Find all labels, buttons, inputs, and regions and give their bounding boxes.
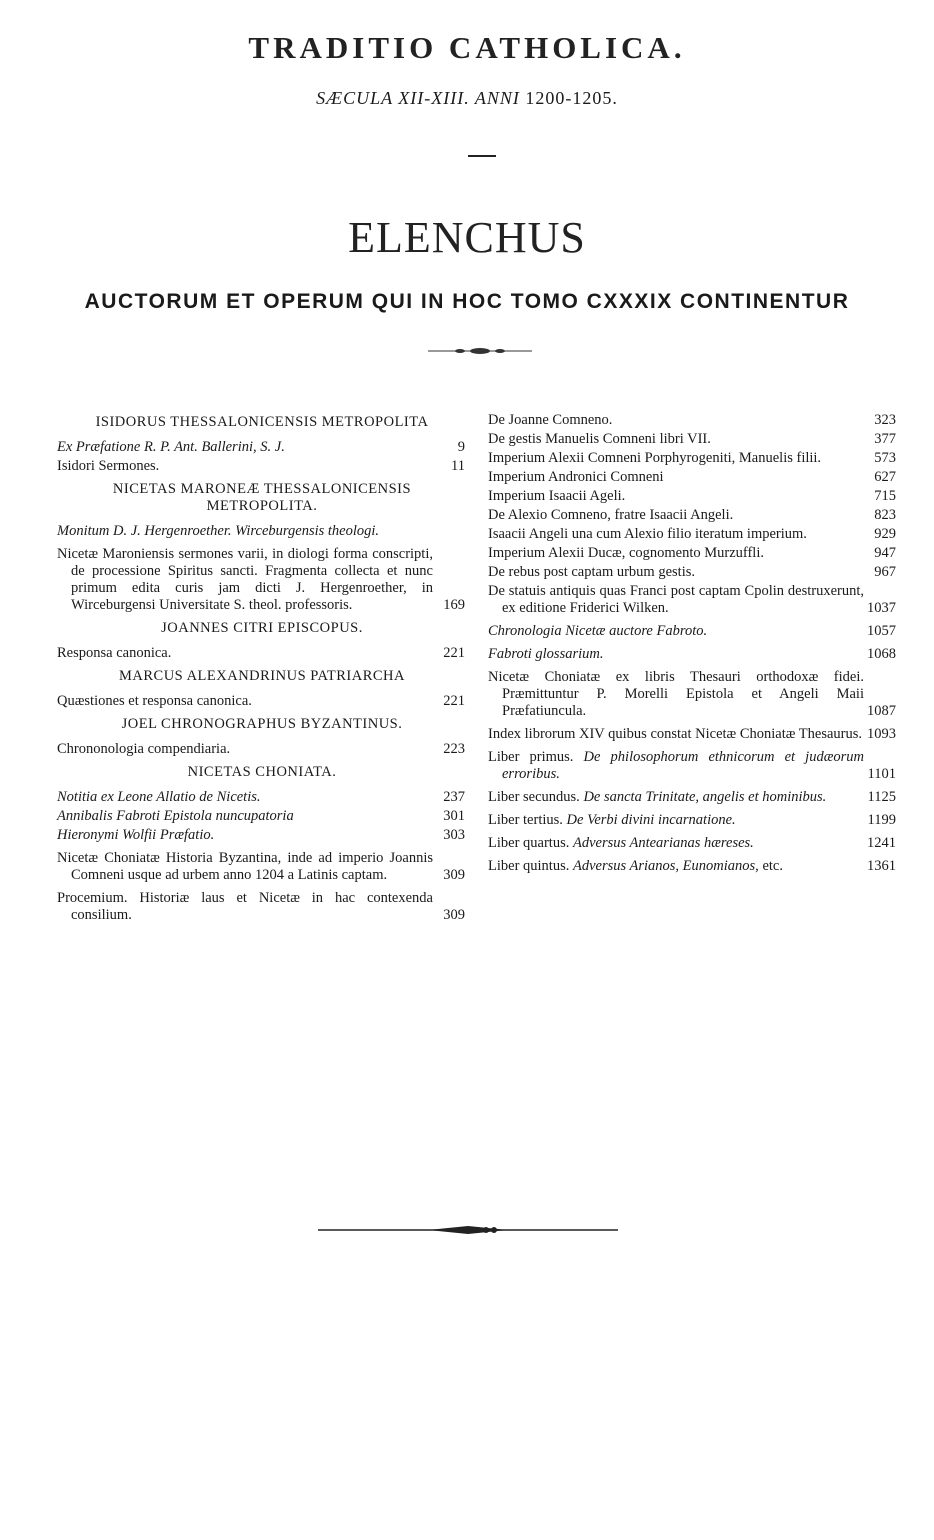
entry-page: 303 xyxy=(443,827,465,843)
entry-text: Ex Præfatione R. P. Ant. Ballerini, S. J. xyxy=(57,439,285,455)
entry-text: Nicetæ Choniatæ ex libris Thesauri orthodoxæ fidei. Præmittuntur P. Morelli Epistola et Angeli Maii Præfatiuncula. xyxy=(488,669,864,719)
toc-entry xyxy=(488,583,898,617)
toc-entry xyxy=(488,488,898,505)
entry-page: 929 xyxy=(874,526,896,542)
entry-page: 627 xyxy=(874,469,896,485)
toc-entry xyxy=(488,835,898,852)
toc-entry xyxy=(57,850,467,884)
entry-page: 1125 xyxy=(867,789,896,805)
entry-page: 1057 xyxy=(867,623,896,639)
entry-page: 1037 xyxy=(867,600,896,616)
entry-italic: De sancta Trinitate, angelis et hominibus. xyxy=(583,789,827,805)
entry-text: De gestis Manuelis Comneni libri VII. xyxy=(488,431,711,447)
entry-text: Annibalis Fabroti Epistola nuncupatoria xyxy=(57,808,294,824)
entry-text: Monitum D. J. Hergenroether. Wirceburgensis theologi. xyxy=(57,523,380,539)
page-subheading: AUCTORUM ET OPERUM QUI IN HOC TOMO CXXXIX CONTINENTUR xyxy=(84,290,850,313)
entry-text: De statuis antiquis quas Franci post captam Cpolin destruxerunt, ex editione Friderici Wilken. xyxy=(488,583,864,616)
entry-text: Chronologia Nicetæ auctore Fabroto. xyxy=(488,623,708,639)
left-column xyxy=(57,412,467,930)
toc-entry xyxy=(57,808,467,825)
entry-page: 309 xyxy=(443,907,465,923)
entry-text: Imperium Alexii Ducæ, cognomento Murzuffli. xyxy=(488,545,764,561)
toc-entry xyxy=(57,523,467,540)
entry-page: 1093 xyxy=(867,726,896,742)
entry-page: 323 xyxy=(874,412,896,428)
entry-tail: etc. xyxy=(758,858,783,874)
entry-page: 309 xyxy=(443,867,465,883)
entry-text: De Joanne Comneno. xyxy=(488,412,613,428)
entry-page: 967 xyxy=(874,564,896,580)
entry-text xyxy=(488,812,864,829)
entry-text: Notitia ex Leone Allatio de Nicetis. xyxy=(57,789,261,805)
entry-page: 377 xyxy=(874,431,896,447)
entry-page: 1101 xyxy=(867,766,896,782)
right-column xyxy=(488,412,898,881)
entry-text: Nicetæ Maroniensis sermones varii, in diologi forma conscripti, de processione Spiritus sancti. Fragmenta collecta et nunc primum edita curis jam dicti J. Hergenroether, in Wirceburgensi Universitate S. theol. professoris. xyxy=(57,546,433,613)
entry-text xyxy=(488,858,864,875)
entry-page: 947 xyxy=(874,545,896,561)
entry-page: 301 xyxy=(443,808,465,824)
entry-page: 237 xyxy=(443,789,465,805)
entry-lead: Liber quartus. xyxy=(488,835,573,851)
entry-page: 9 xyxy=(457,439,465,455)
entry-text: De rebus post captam urbum gestis. xyxy=(488,564,695,580)
entry-text: Hieronymi Wolfii Præfatio. xyxy=(57,827,215,843)
entry-page: 1241 xyxy=(867,835,896,851)
entry-lead: Liber tertius. xyxy=(488,812,567,828)
entry-page: 221 xyxy=(443,693,465,709)
toc-entry xyxy=(488,564,898,581)
toc-entry xyxy=(488,858,898,875)
section-heading: NICETAS CHONIATA. xyxy=(187,764,337,780)
section-heading: JOEL CHRONOGRAPHUS BYZANTINUS. xyxy=(121,716,403,732)
series-subtitle xyxy=(0,88,934,109)
series-title: TRADITIO CATHOLICA. xyxy=(248,30,686,65)
entry-text: Chrononologia compendiaria. xyxy=(57,741,231,757)
toc-entry xyxy=(57,645,467,662)
toc-entry xyxy=(57,741,467,758)
entry-text: Imperium Andronici Comneni xyxy=(488,469,664,485)
toc-entry xyxy=(488,789,898,806)
entry-page: 573 xyxy=(874,450,896,466)
toc-entry xyxy=(57,890,467,924)
entry-text: Quæstiones et responsa canonica. xyxy=(57,693,252,709)
entry-text: Isidori Sermones. xyxy=(57,458,160,474)
entry-text: Index librorum XIV quibus constat Nicetæ Choniatæ Thesaurus. xyxy=(488,726,862,742)
entry-text: Nicetæ Choniatæ Historia Byzantina, inde ad imperio Joannis Comneni usque ad urbem anno 1204 a Latinis captam. xyxy=(57,850,433,883)
subtitle-saecula: SÆCULA XII-XIII. ANNI xyxy=(316,88,526,108)
entry-italic: Adversus Antearianas hæreses. xyxy=(572,835,754,851)
entry-page: 715 xyxy=(874,488,896,504)
section-heading: NICETAS MARONEÆ THESSALONICENSIS METROPOLITA. xyxy=(112,481,412,514)
entry-text: De Alexio Comneno, fratre Isaacii Angeli. xyxy=(488,507,734,523)
section-heading: JOANNES CITRI EPISCOPUS. xyxy=(161,620,363,636)
entry-text: Procemium. Historiæ laus et Nicetæ in hac contexenda consilium. xyxy=(57,890,433,923)
toc-entry xyxy=(57,458,467,475)
entry-text: Imperium Isaacii Ageli. xyxy=(488,488,626,504)
entry-page: 221 xyxy=(443,645,465,661)
entry-page: 223 xyxy=(443,741,465,757)
toc-entry xyxy=(488,412,898,429)
toc-entry xyxy=(57,546,467,614)
entry-lead: Liber quintus. xyxy=(488,858,573,874)
toc-entry xyxy=(488,749,898,783)
toc-entry xyxy=(57,439,467,456)
entry-page: 1361 xyxy=(867,858,896,874)
entry-text: Responsa canonica. xyxy=(57,645,172,661)
toc-entry xyxy=(488,450,898,467)
toc-entry xyxy=(488,669,898,720)
entry-italic: Adversus Arianos, Eunomianos, xyxy=(572,858,759,874)
entry-text: Imperium Alexii Comneni Porphyrogeniti, Manuelis filii. xyxy=(488,450,822,466)
toc-entry xyxy=(488,646,898,663)
entry-text xyxy=(488,749,864,783)
end-ornament-divider xyxy=(318,1223,618,1237)
entry-page: 169 xyxy=(443,597,465,613)
toc-entry xyxy=(57,789,467,806)
toc-entry xyxy=(488,431,898,448)
toc-entry xyxy=(488,623,898,640)
subtitle-years: 1200-1205. xyxy=(525,88,618,108)
entry-italic: De Verbi divini incarnatione. xyxy=(566,812,736,828)
ornament-divider xyxy=(420,344,540,358)
entry-page: 1199 xyxy=(867,812,896,828)
toc-entry xyxy=(488,526,898,543)
short-rule xyxy=(468,155,496,157)
toc-entry xyxy=(488,545,898,562)
entry-text: Fabroti glossarium. xyxy=(488,646,604,662)
section-heading: MARCUS ALEXANDRINUS PATRIARCHA xyxy=(119,668,405,684)
toc-entry xyxy=(57,827,467,844)
section-heading: ISIDORUS THESSALONICENSIS METROPOLITA xyxy=(95,414,429,430)
entry-page: 1087 xyxy=(867,703,896,719)
page-heading: ELENCHUS xyxy=(348,213,586,262)
entry-text: Isaacii Angeli una cum Alexio filio iteratum imperium. xyxy=(488,526,807,542)
entry-page: 11 xyxy=(451,458,465,474)
entry-lead: Liber secundus. xyxy=(488,789,584,805)
toc-entry xyxy=(488,507,898,524)
entry-italic: De philosophorum ethnicorum et judæorum erroribus. xyxy=(502,749,865,782)
entry-page: 823 xyxy=(874,507,896,523)
entry-page: 1068 xyxy=(867,646,896,662)
entry-lead: Liber primus. xyxy=(488,749,584,765)
toc-entry xyxy=(488,812,898,829)
entry-text xyxy=(488,789,864,806)
toc-entry xyxy=(57,693,467,710)
toc-entry xyxy=(488,469,898,486)
toc-entry xyxy=(488,726,898,743)
entry-text xyxy=(488,835,864,852)
